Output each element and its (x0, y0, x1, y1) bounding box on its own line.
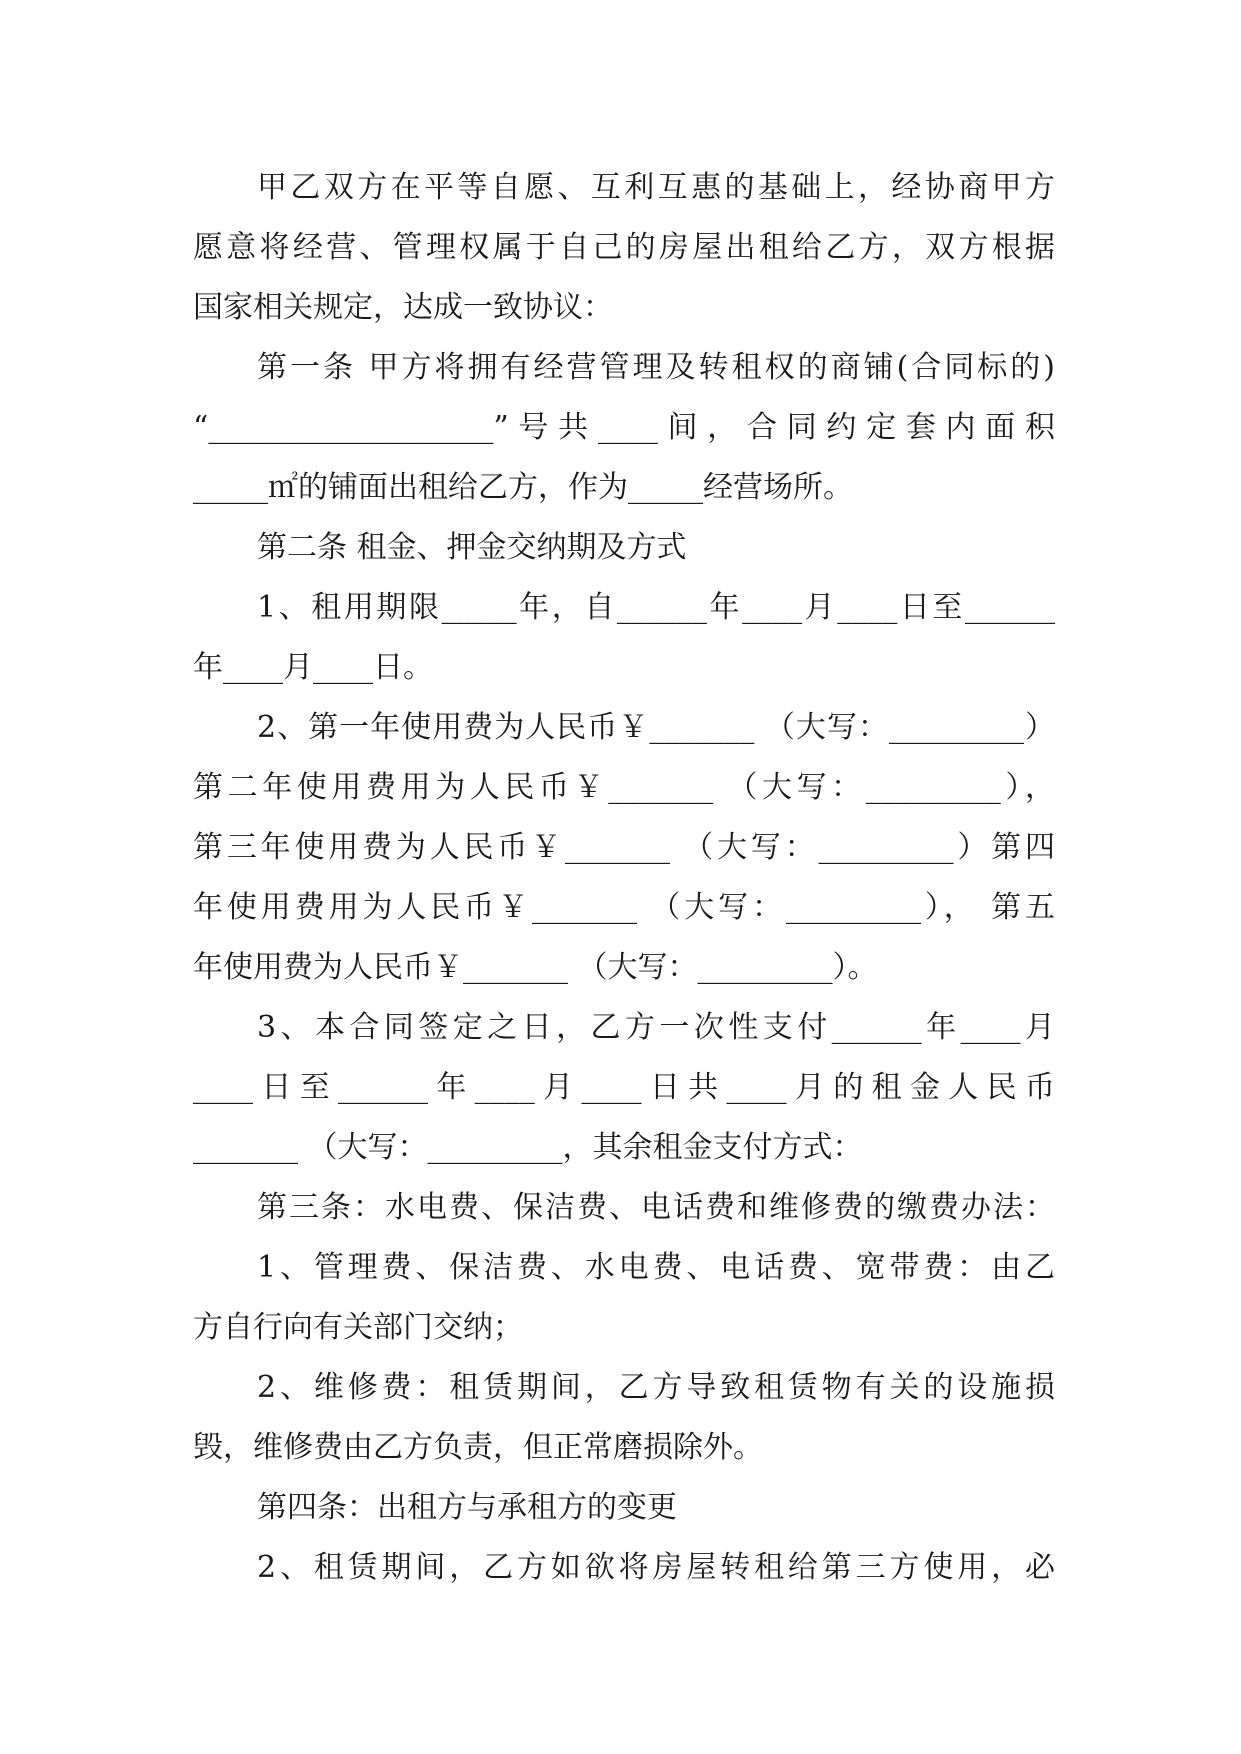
contract-text-line: 愿意将经营、管理权属于自己的房屋出租给乙方，双方根据 (193, 230, 1055, 265)
contract-text-line: 1、租用期限_____年，自______年____月____日至______ (257, 590, 1055, 625)
contract-text-line: 方自行向有关部门交纳； (193, 1310, 523, 1345)
contract-text-line: 2、第一年使用费为人民币￥_______ （大写：_________） (257, 710, 1055, 745)
contract-text-line: “___________________”号共____间，合同约定套内面积 (193, 410, 1055, 445)
document-page (193, 158, 1055, 1598)
contract-text-line: 毁，维修费由乙方负责，但正常磨损除外。 (193, 1430, 763, 1465)
contract-text-line: 第二年使用费用为人民币￥_______ （大写：_________）， (193, 770, 1055, 805)
contract-text-line: 年使用费为人民币￥_______ （大写：_________）。 (193, 950, 878, 985)
contract-text-line: 第二条 租金、押金交纳期及方式 (257, 530, 687, 565)
contract-text-line: _____㎡的铺面出租给乙方，作为_____经营场所。 (193, 470, 853, 505)
contract-text-line: 2、租赁期间，乙方如欲将房屋转租给第三方使用，必 (257, 1550, 1055, 1585)
contract-text-line: 1、管理费、保洁费、水电费、电话费、宽带费：由乙 (257, 1250, 1055, 1285)
contract-text-line: _______ （大写：_________，其余租金支付方式： (193, 1130, 863, 1165)
contract-text-line: ____日至______年____月____日共____月的租金人民币 (193, 1070, 1055, 1105)
contract-text-line: 2、维修费：租赁期间，乙方导致租赁物有关的设施损 (257, 1370, 1055, 1405)
contract-text-line: 第四条：出租方与承租方的变更 (257, 1490, 677, 1525)
contract-text-line: 3、本合同签定之日，乙方一次性支付______年____月 (257, 1010, 1055, 1045)
contract-text-line: 国家相关规定，达成一致协议： (193, 290, 613, 325)
contract-text-line: 年____月____日。 (193, 650, 433, 685)
contract-text-line: 年使用费用为人民币￥_______ （大写：_________）， 第五 (193, 890, 1055, 925)
contract-text-line: 第三条：水电费、保洁费、电话费和维修费的缴费办法： (257, 1190, 1055, 1225)
contract-text-line: 甲乙双方在平等自愿、互利互惠的基础上，经协商甲方 (257, 170, 1055, 205)
contract-text-body (193, 158, 1055, 1598)
contract-text-line: 第一条 甲方将拥有经营管理及转租权的商铺(合同标的) (257, 350, 1055, 385)
contract-text-line: 第三年使用费为人民币￥_______ （大写：_________）第四 (193, 830, 1055, 865)
